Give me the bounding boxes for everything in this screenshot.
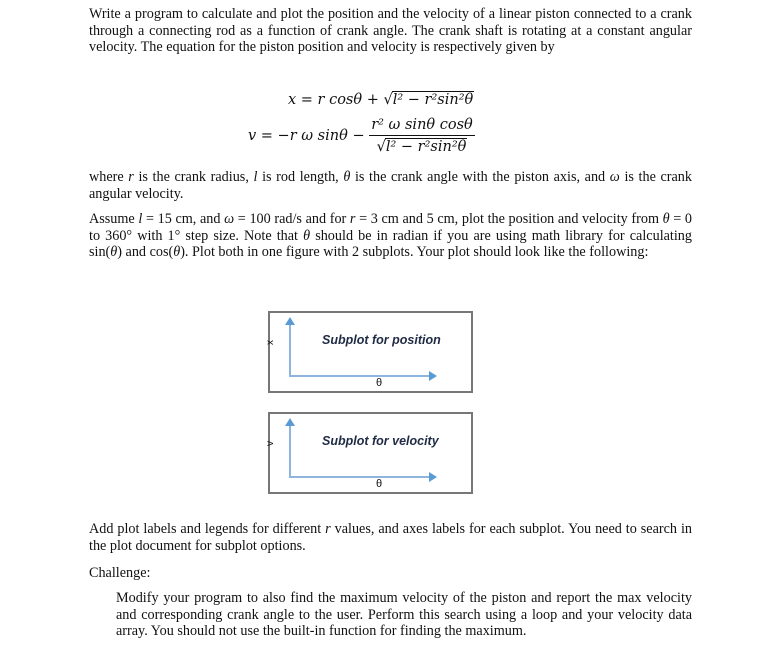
text-segment: values, and axes labels for each subplot. You need to search in the plot document for subplot options. [89,521,692,554]
assumptions-paragraph [89,211,692,261]
subplot-title: Subplot for velocity [322,434,439,448]
velocity-equation [248,117,475,155]
subplot-velocity-sketch [265,412,473,494]
math-variable: θ [110,244,118,261]
math-variable: r [128,169,134,185]
x-axis-arrow [289,476,431,478]
position-equation-radicand: l² − r²sin²θ [392,92,474,108]
text-segment: is the crank angle with the piston axis, and [350,169,610,185]
math-variable: ω [609,169,620,185]
text-segment: is the crank angular velocity. [89,169,692,202]
velocity-equation-lhs: v = −r ω sinθ − [248,128,370,144]
math-variable: r [325,521,331,537]
text-segment: = 15 cm, and [142,211,225,227]
text-segment: Assume [89,211,139,227]
text-segment: ). Plot both in one figure with 2 subplots. Your plot should look like the following: [180,244,649,261]
velocity-fraction: $\frac{\text{r² ω sinθ cosθ}}{\text{√l² − r²sin²θ}}$ [371,117,473,155]
text-segment: = 0 to 360° with 1° step size. Note that [89,211,692,244]
x-axis-label: θ [376,377,383,389]
velocity-denominator: l² − r²sin²θ [385,139,467,155]
subplot-title: Subplot for position [322,333,441,347]
text-segment: Write a program to calculate and plot the position and the velocity of a linear piston connected to a crank through a connecting rod as a function of crank angle. The crank shaft is rotating at a constant angular velocity. The equation for the piston position and velocity is respectively given by [89,6,692,56]
math-variable: l [253,169,258,185]
subplot-position-sketch [265,311,473,393]
definitions-paragraph [89,169,692,202]
position-equation: x = r cosθ + √l² − r²sin²θ [288,92,474,108]
text-segment: = 3 cm and 5 cm, plot the position and velocity from [355,211,663,227]
text-segment: where [89,169,129,185]
text-segment: Challenge: [89,565,151,581]
intro-paragraph [89,6,692,56]
labels-paragraph [89,521,692,554]
text-segment: Add plot labels and legends for different [89,521,326,537]
y-axis-arrow [289,422,291,478]
math-variable: θ [343,169,351,185]
math-variable: r [349,211,356,227]
text-segment: is rod length, [257,169,344,185]
math-variable: l [138,211,143,227]
text-segment: = 100 rad/s and for [234,211,350,227]
math-variable: θ [173,244,181,261]
x-axis-arrow [289,375,431,377]
text-segment: is the crank radius, [133,169,254,185]
text-segment: should be in radian if you are using math library for calculating sin( [89,227,692,261]
velocity-numerator: r² ω sinθ cosθ [369,117,475,136]
text-segment: Modify your program to also find the maximum velocity of the piston and report the max velocity and corresponding crank angle to the user. Perform this search using a loop and your velocity data array. You should not use the built-in function for finding the maximum. [116,590,692,640]
position-equation-lhs: x = r cosθ + [288,92,384,108]
y-axis-label: x [265,340,276,345]
math-variable: ω [224,211,235,227]
x-axis-label: θ [376,478,383,490]
math-variable: θ [303,227,311,244]
math-variable: θ [662,211,670,227]
y-axis-arrow [289,321,291,377]
y-axis-label: v [265,441,276,446]
challenge-paragraph [116,590,692,640]
challenge-heading [89,565,692,582]
text-segment: ) and cos( [117,244,174,261]
